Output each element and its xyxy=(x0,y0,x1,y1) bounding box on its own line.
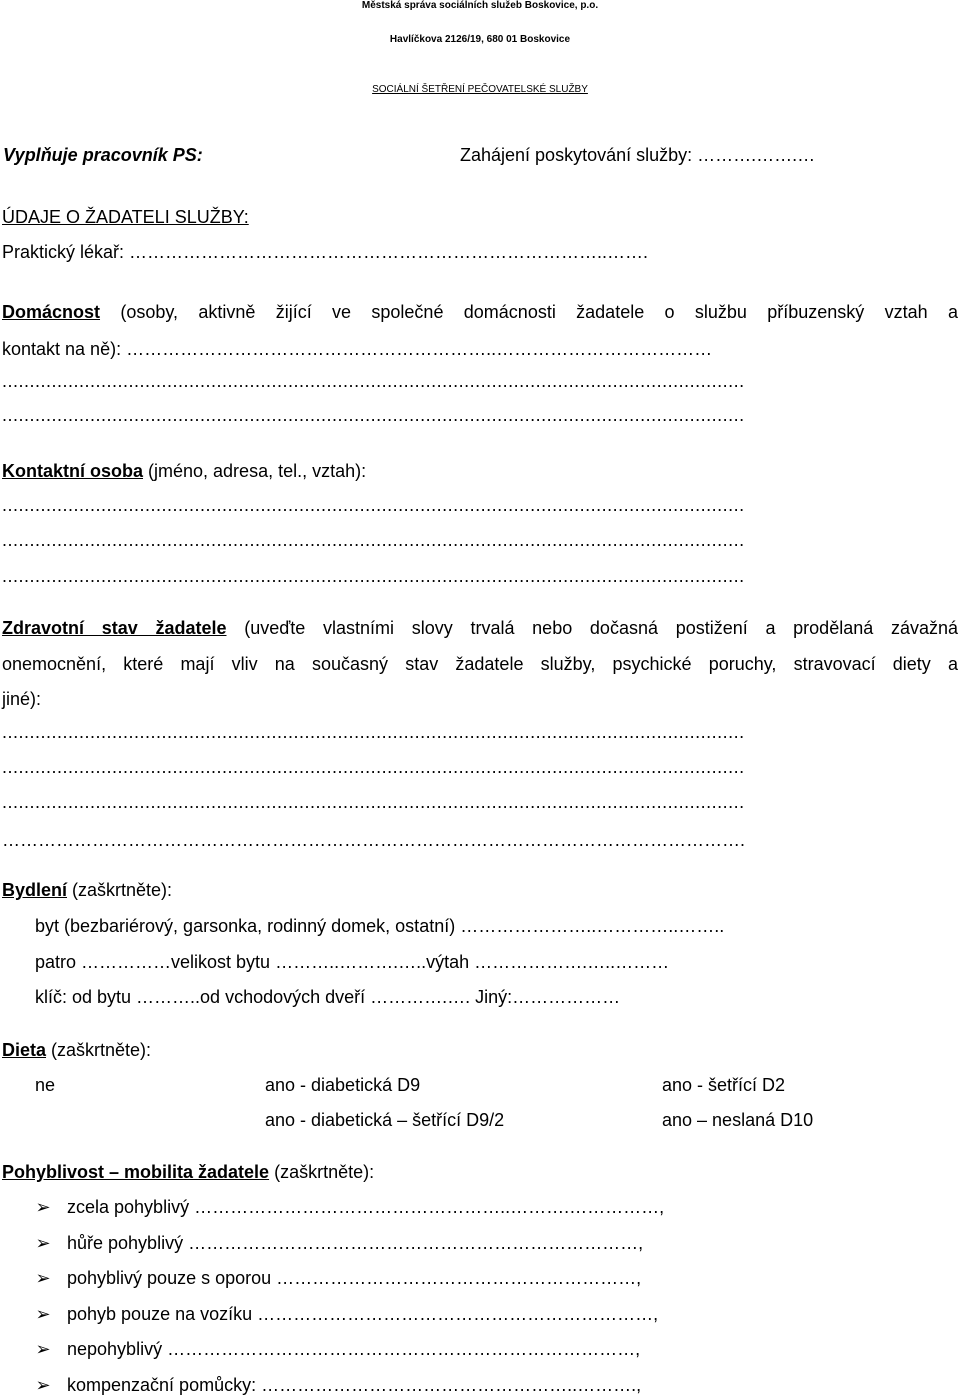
mobility-heading xyxy=(2,1162,374,1183)
form-title: SOCIÁLNÍ ŠETŘENÍ PEČOVATELSKÉ SLUŽBY xyxy=(372,84,588,95)
health-field-line-4[interactable]: ……………………………………………………………………………………………………………. xyxy=(2,830,746,850)
worker-label: Vyplňuje pracovník PS: xyxy=(3,145,203,165)
mobility-hint: (zaškrtněte): xyxy=(269,1162,375,1182)
diet-option-no[interactable]: ne xyxy=(35,1075,56,1095)
health-description-1: (uveďte vlastními slovy trvalá nebo dočasná postižení a prodělaná závažná xyxy=(226,618,958,638)
health-label: Zdravotní stav žadatele xyxy=(2,618,227,638)
mobility-option-fully-mobile[interactable]: zcela pohyblivý ……………………………………………..……….……………, xyxy=(67,1197,665,1217)
mobility-option-with-support[interactable]: pohyblivý pouze s oporou ……………………………………………………, xyxy=(67,1268,642,1288)
mobility-option-less-mobile[interactable]: hůře pohyblivý …………………………………………………………………, xyxy=(67,1233,644,1253)
household-field-line-3[interactable]: ....................................................................................................................................... xyxy=(2,405,745,425)
health-field-line-1[interactable]: ....................................................................................................................................... xyxy=(2,722,745,742)
health-description-2: onemocnění, které mají vliv na současný stav žadatele služby, psychické poruchy, stravovací diety a xyxy=(2,654,958,674)
mobility-label: Pohyblivost – mobilita žadatele xyxy=(2,1162,270,1182)
contact-field-line-1[interactable]: ....................................................................................................................................... xyxy=(2,495,745,515)
household-description: (osoby, aktivně žijící ve společné domácnosti žadatele o službu příbuzenský vztah a xyxy=(100,302,958,322)
arrow-bullet-icon: ➢ xyxy=(35,1197,51,1217)
household-label: Domácnost xyxy=(2,302,101,322)
housing-keys-field[interactable]: klíč: od bytu ………..od vchodových dveří ………….…. Jiný:……………… xyxy=(35,987,621,1007)
health-paragraph xyxy=(2,618,958,639)
contact-paragraph xyxy=(2,461,366,482)
health-field-line-2[interactable]: ....................................................................................................................................... xyxy=(2,757,745,777)
housing-heading xyxy=(2,880,172,901)
household-field-line-2[interactable]: ....................................................................................................................................... xyxy=(2,371,745,391)
housing-type-field[interactable]: byt (bezbariérový, garsonka, rodinný domek, ostatní) …………………..…………..…….. xyxy=(35,916,725,936)
health-field-line-3[interactable]: ....................................................................................................................................... xyxy=(2,792,745,812)
arrow-bullet-icon: ➢ xyxy=(35,1375,51,1395)
household-field-line-1[interactable]: kontakt na ně): ……………………………………………………..……………………………… xyxy=(2,339,713,359)
arrow-bullet-icon: ➢ xyxy=(35,1339,51,1359)
contact-field-line-2[interactable]: ....................................................................................................................................... xyxy=(2,530,745,550)
diet-option-d9-2[interactable]: ano - diabetická – šetřící D9/2 xyxy=(265,1110,505,1130)
applicant-heading: ÚDAJE O ŽADATELI SLUŽBY: xyxy=(2,207,249,227)
contact-label: Kontaktní osoba xyxy=(2,461,144,481)
diet-option-d10[interactable]: ano – neslaná D10 xyxy=(662,1110,814,1130)
contact-field-line-3[interactable]: ....................................................................................................................................... xyxy=(2,566,745,586)
mobility-option-wheelchair[interactable]: pohyb pouze na vozíku …………………………………………………………, xyxy=(67,1304,659,1324)
contact-description: (jméno, adresa, tel., vztah): xyxy=(143,461,367,481)
diet-label: Dieta xyxy=(2,1040,47,1060)
diet-option-d9[interactable]: ano - diabetická D9 xyxy=(265,1075,421,1095)
arrow-bullet-icon: ➢ xyxy=(35,1304,51,1324)
doctor-field[interactable]: Praktický lékař: ……………………………………………………………………..……. xyxy=(2,242,649,262)
housing-label: Bydlení xyxy=(2,880,68,900)
diet-heading xyxy=(2,1040,151,1061)
health-description-3: jiné): xyxy=(2,689,42,709)
diet-option-d2[interactable]: ano - šetřící D2 xyxy=(662,1075,786,1095)
diet-hint: (zaškrtněte): xyxy=(46,1040,152,1060)
housing-floor-size-lift-field[interactable]: patro ……………velikost bytu ………..……….…..výtah ……………….…..……… xyxy=(35,952,670,972)
service-start-field[interactable]: Zahájení poskytování služby: ……….…….… xyxy=(460,145,816,165)
organization-address: Havlíčkova 2126/19, 680 01 Boskovice xyxy=(389,34,571,45)
mobility-option-immobile[interactable]: nepohyblivý ……………………………………………………………………, xyxy=(67,1339,641,1359)
arrow-bullet-icon: ➢ xyxy=(35,1268,51,1288)
arrow-bullet-icon: ➢ xyxy=(35,1233,51,1253)
housing-hint: (zaškrtněte): xyxy=(67,880,173,900)
household-paragraph xyxy=(2,302,958,323)
organization-name: Městská správa sociálních služeb Boskovice, p.o. xyxy=(361,0,599,11)
mobility-option-aids[interactable]: kompenzační pomůcky: ……………………………………………..………., xyxy=(67,1375,642,1395)
